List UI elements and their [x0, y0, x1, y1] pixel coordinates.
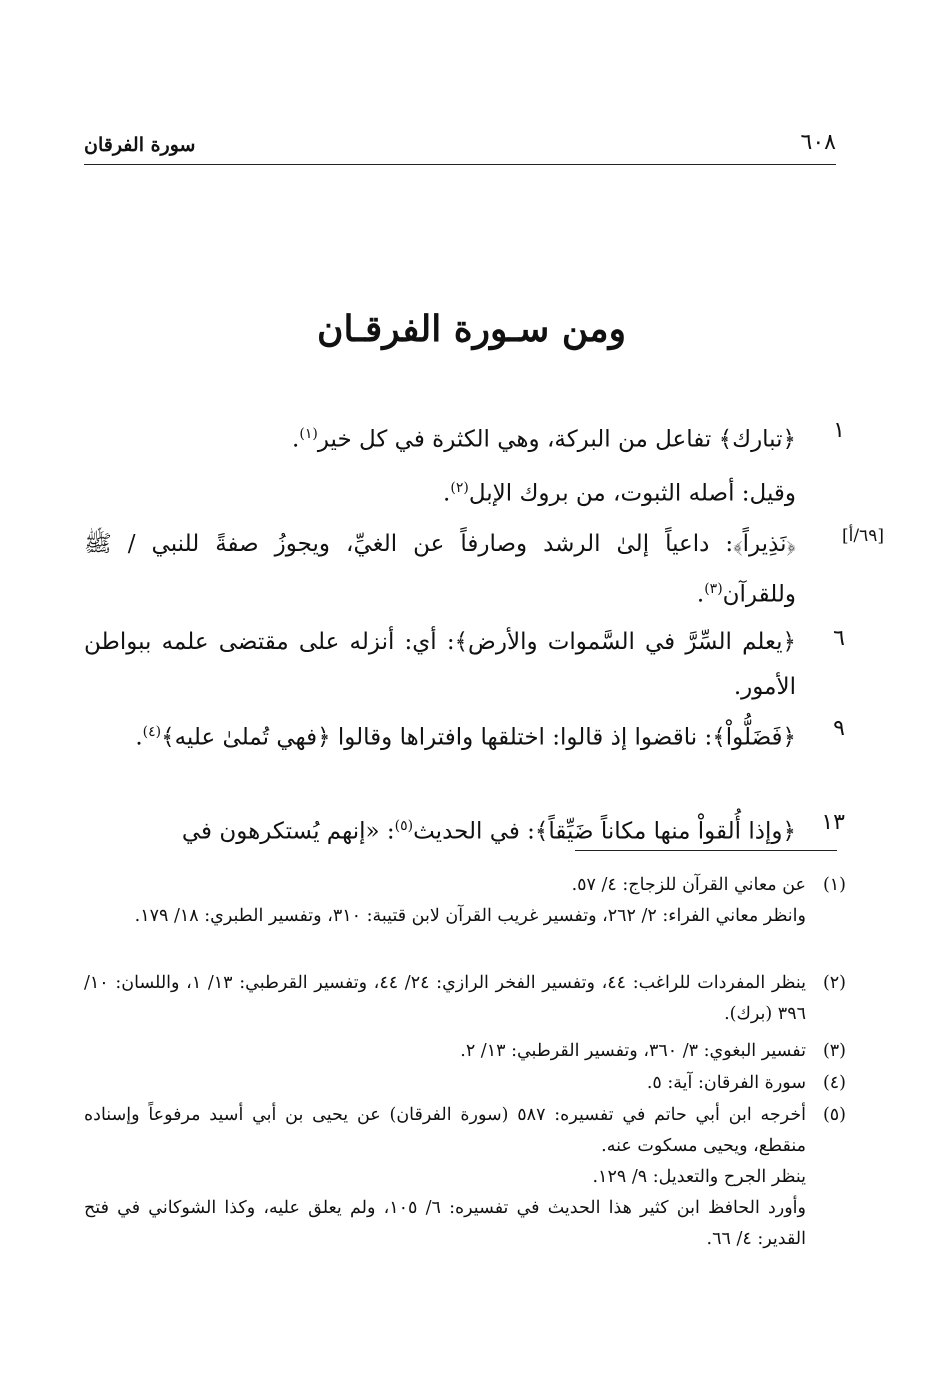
footnote-body: أخرجه ابن أبي حاتم في تفسيره: ٥٨٧ (سورة الفرقان) عن يحيى بن أبي أسيد مرفوعاً وإسناده منقطع، ويحيى مسكوت عنه. ينظر الجرح والتعديل: ٩/ ١٢٩. وأورد الحافظ ابن كثير هذا الحديث في تفسيره: ٦/ ١٠٥، ولم يعلق عليه، وكذا الشوكاني في فتح القدير: ٤/ ٦٦. [84, 1105, 806, 1249]
verse-number: ١٣ [821, 810, 845, 835]
entry-text: ﴿تبارك﴾ تفاعل من البركة، وهي الكثرة في كل خير$^{(١)}$. [292, 426, 796, 453]
footnote-number: (٥) [822, 1105, 846, 1125]
entry-text: ﴿فَضَلُّواْ﴾: ناقضوا إذ قالوا: اختلقها وافتراها وقالوا ﴿فهي تُملىٰ عليه﴾$^{(٤)}$. [135, 724, 796, 751]
footnote-marker: (٥) [394, 818, 414, 834]
page-number: ٦٠٨ [800, 130, 836, 155]
footnote-5 [84, 1100, 846, 1255]
footnote-number: (٣) [822, 1041, 846, 1061]
entry-text: ﴿وإذا أُلقواْ منها مكاناً ضَيِّقاً﴾: في الحديث$^{(٥)}$: «إنهم يُستكرهون في [181, 818, 796, 845]
footnote-separator [575, 850, 837, 851]
verse-number: ٩ [833, 716, 845, 741]
footnote-number: (٢) [822, 973, 846, 993]
footnote-number: (٤) [822, 1073, 846, 1093]
manuscript-folio-ref: [٦٩/أ] [842, 526, 884, 546]
running-title: سورة الفرقان [84, 134, 196, 156]
footnote-body: سورة الفرقان: آية: ٥. [646, 1073, 806, 1093]
entry-text: ﴿يعلم السِّرَّ في السَّموات والأرض﴾: أي: أنزله على مقتضى علمه ببواطن الأمور. [84, 629, 796, 700]
footnote-marker: (٣) [704, 581, 723, 597]
entry-text: ﴿نَذِيراً﴾: داعياً إلىٰ الرشد وصارفاً عن الغيِّ، ويجوزُ صفةً للنبي / ﷺ وللقرآن$^{(٣)}$. [84, 531, 796, 608]
footnote-2 [84, 968, 846, 1030]
running-head [84, 128, 836, 165]
footnote-1 [84, 870, 846, 932]
footnote-body: ينظر المفردات للراغب: ٤٤، وتفسير الفخر الرازي: ٢٤/ ٤٤، وتفسير القرطبي: ١٣/ ١، واللسان: ١٠/ ٣٩٦ (برك). [84, 973, 807, 1024]
footnote-4 [84, 1068, 846, 1099]
footnote-body: عن معاني القرآن للزجاج: ٤/ ٥٧. وانظر معاني الفراء: ٢/ ٢٦٢، وتفسير غريب القرآن لابن قتيبة: ٣١٠، وتفسير الطبري: ١٨/ ١٧٩. [134, 875, 806, 926]
footnote-3 [84, 1036, 846, 1067]
footnote-number: (١) [822, 875, 846, 895]
footnote-marker: (٤) [142, 724, 162, 740]
footnote-marker: (٢) [450, 480, 469, 496]
footnote-marker: (١) [299, 426, 318, 442]
footnote-body: تفسير البغوي: ٣/ ٣٦٠، وتفسير القرطبي: ١٣/ ٢. [460, 1041, 806, 1061]
entry-text: وقيل: أصله الثبوت، من بروك الإبل$^{(٢)}$. [443, 480, 796, 507]
chapter-title: ومن سـورة الفرقـان [317, 308, 626, 350]
verse-number: ٦ [833, 626, 845, 651]
verse-number: ١ [833, 418, 845, 443]
